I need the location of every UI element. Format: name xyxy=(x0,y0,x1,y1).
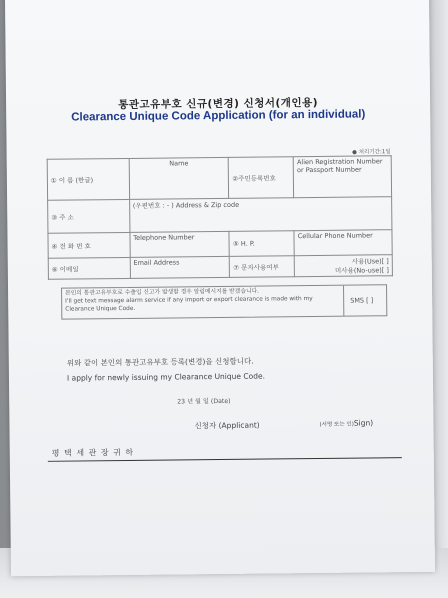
notice-divider xyxy=(343,286,344,316)
sms-notice-english: I'll get text message alarm service if any import or export clearance is made with my Clearance Unique Code. xyxy=(65,295,313,313)
sms-checkbox[interactable]: SMS [ ] xyxy=(350,296,374,305)
title-korean: 통관고유부호 신규(변경) 신청서(개인용) xyxy=(118,96,319,112)
address-label: ③ 주 소 xyxy=(48,199,130,233)
sign-note: (서명 또는 인) xyxy=(319,421,354,428)
sms-use-yes-option[interactable]: 사용(Use)[ ] xyxy=(351,257,389,266)
applicant-label: 신청자 (Applicant) xyxy=(194,420,260,431)
declaration-english: I apply for newly issuing my Clearance Unique Code. xyxy=(66,371,266,383)
cellular-phone-field[interactable] xyxy=(294,230,392,256)
cellular-column-label: Cellular Phone Number xyxy=(297,231,373,241)
sign-label: Sign) xyxy=(353,418,374,428)
recipient-line: 평 택 세 관 장 귀 하 xyxy=(51,447,135,458)
email-label: ⑥ 이메일 xyxy=(48,257,130,279)
name-field[interactable] xyxy=(129,157,229,199)
sms-notice-text xyxy=(65,288,340,314)
name-label: ① 이 름 (한글) xyxy=(47,158,129,200)
phone-label: ④ 전 화 번 호 xyxy=(48,232,130,258)
application-form-table xyxy=(47,155,393,280)
title-english: Clearance Unique Code Application (for an individual) xyxy=(71,108,366,124)
email-column-label: Email Address xyxy=(133,258,180,267)
name-column-label: Name xyxy=(169,159,189,168)
telephone-field[interactable] xyxy=(130,231,230,257)
form-paper xyxy=(5,0,435,576)
processing-period: ● 처리기간:1일 xyxy=(352,149,391,156)
sms-use-no-option[interactable]: 미사용(No-use)[ ] xyxy=(334,266,389,275)
alien-registration-field[interactable] xyxy=(293,156,391,198)
alien-registration-label: Alien Registration Number or Passport Number xyxy=(296,157,383,175)
date-line[interactable]: 23 년 월 일 (Date) xyxy=(177,397,231,406)
email-field[interactable] xyxy=(130,256,230,278)
hp-label: ⑤ H. P. xyxy=(229,231,294,257)
sms-notice-box xyxy=(61,284,387,319)
address-hint: (우편번호 : - ) Address & Zip code xyxy=(132,200,240,210)
declaration-korean: 위와 같이 본인의 통관고유부호 등록(변경)을 신청합니다. xyxy=(66,356,254,368)
sms-notice-korean: 본인의 통관고유부호로 수출입 신고가 발생할 경우 알림메시지를 받겠습니다. xyxy=(65,288,260,297)
sms-use-label: ⑦ 문자사용여부 xyxy=(230,256,295,278)
signature-field[interactable] xyxy=(319,418,373,428)
address-field[interactable] xyxy=(129,197,392,233)
sms-use-options[interactable] xyxy=(294,255,392,277)
telephone-column-label: Telephone Number xyxy=(133,233,195,242)
rrn-label: ②주민등록번호 xyxy=(229,157,294,199)
